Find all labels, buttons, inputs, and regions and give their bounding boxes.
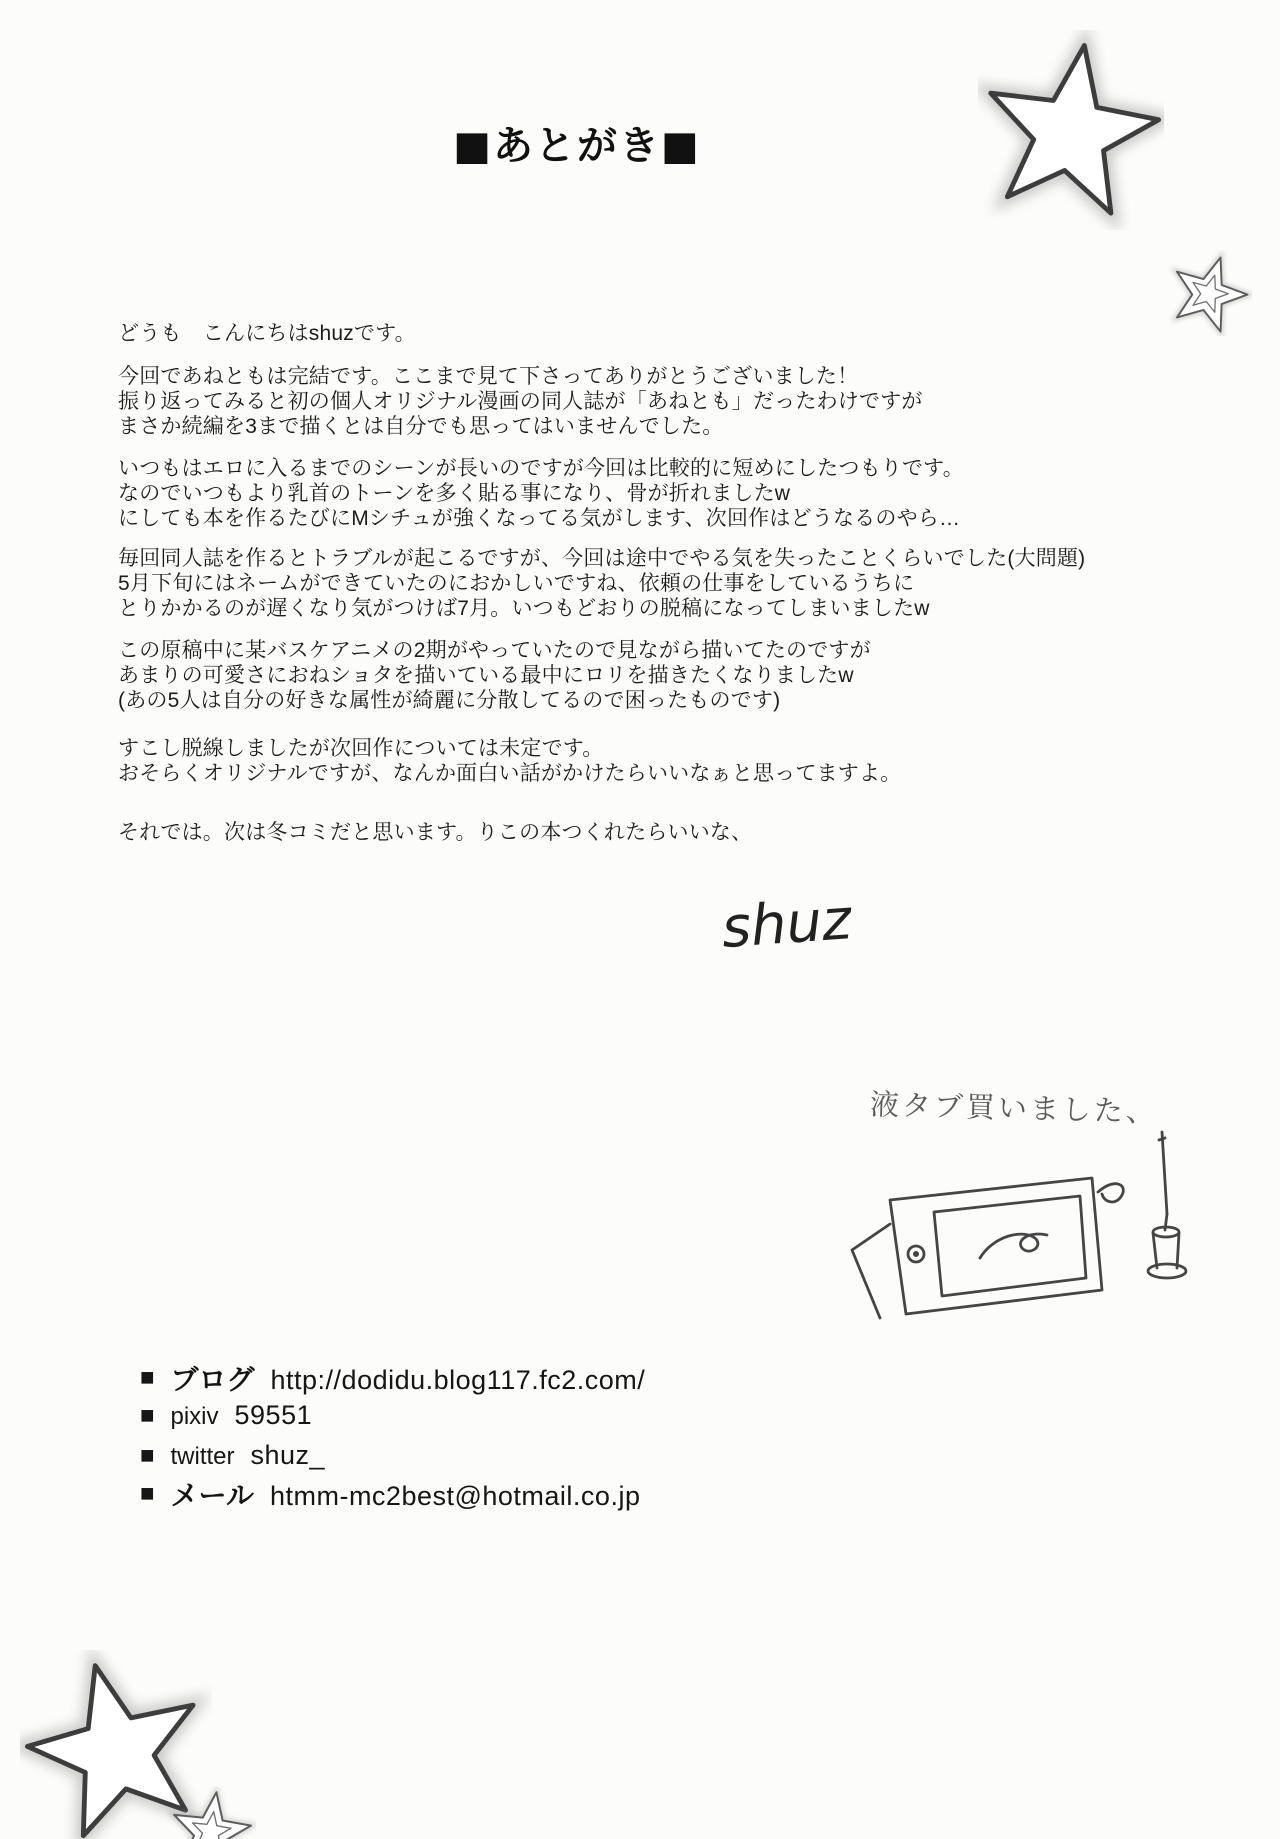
body-line: おそらくオリジナルですが、なんか面白い話がかけたらいいなぁと思ってますよ。 (118, 762, 902, 785)
pen-clip-line (1159, 1138, 1165, 1140)
page-title: ■あとがき■ (453, 122, 701, 169)
paragraph-scenes (118, 456, 964, 531)
body-line: (あの5人は自分の好きな属性が綺麗に分散してるので困ったものです) (118, 689, 781, 712)
body-line: 毎回同人誌を作るとトラブルが起こるですが、今回は途中でやる気を失ったことくらいでした(大問題) (118, 547, 1086, 570)
square-bullet-icon: ■ (140, 1364, 155, 1391)
contact-value-pixiv-id: 59551 (234, 1400, 313, 1430)
body-line: 5月下旬にはネームができていたのにおかしいですね、依頼の仕事をしているうちに (118, 572, 915, 595)
tablet-stand-line (852, 1224, 890, 1318)
pen-holder-base (1148, 1264, 1186, 1278)
star-small-top-right-icon (1166, 250, 1252, 336)
contact-label-twitter: twitter (170, 1443, 235, 1470)
contact-value-twitter-handle: shuz_ (250, 1440, 326, 1470)
author-signature (714, 872, 934, 982)
body-line: いつもはエロに入るまでのシーンが長いのですが今回は比較的に短めにしたつもりです。 (118, 457, 964, 480)
pen-body-line (1162, 1132, 1167, 1214)
body-line: まさか続編を3まで描くとは自分でも思ってはいませんでした。 (118, 415, 724, 438)
contact-row-pixiv (140, 1400, 312, 1431)
body-line: すこし脱線しましたが次回作については未定です。 (118, 737, 604, 760)
tablet-screen-outline (934, 1196, 1086, 1296)
paragraph-anime (118, 638, 871, 713)
body-line: 振り返ってみると初の個人オリジナル漫画の同人誌が「あねとも」だったわけですが (118, 390, 923, 413)
contact-row-twitter (140, 1440, 325, 1471)
contact-value-mail-address: htmm-mc2best@hotmail.co.jp (269, 1481, 641, 1511)
body-line: この原稿中に某バスケアニメの2期がやっていたので見ながら描いてたのですが (118, 639, 871, 662)
contact-value-blog-url: http://dodidu.blog117.fc2.com/ (270, 1365, 646, 1395)
pen-holder-left (1153, 1233, 1157, 1268)
paragraph-thanks (118, 364, 923, 439)
square-bullet-icon: ■ (140, 1441, 155, 1469)
pen-tablet-doodle (830, 1118, 1210, 1358)
square-bullet-icon: ■ (140, 1401, 155, 1429)
paragraph-greeting (118, 321, 416, 346)
paragraph-closing (118, 820, 752, 845)
body-line: とりかかるのが遅くなり気がつけば7月。いつもどおりの脱稿になってしまいましたw (118, 597, 930, 620)
body-line: なのでいつもより乳首のトーンを多く貼る事になり、骨が折れましたw (118, 482, 791, 505)
body-line: 今回であねともは完結です。ここまで見て下さってありがとうございました！ (118, 365, 859, 388)
tablet-button-dot (914, 1252, 917, 1255)
star-small-bottom-icon (166, 1786, 256, 1839)
body-line: どうも こんにちはshuzです。 (118, 322, 416, 345)
signature-text: shuz (719, 887, 854, 962)
paragraph-next-work (118, 736, 901, 786)
paragraph-trouble (118, 546, 1085, 621)
handwritten-note: 液タブ買いました、 (869, 1089, 1159, 1129)
pen-holder-right (1177, 1233, 1179, 1268)
body-line: にしても本を作るたびにMシチュが強くなってる気がします、次回作はどうなるのやら… (118, 507, 961, 530)
tablet-cable-loop (1098, 1184, 1123, 1202)
contact-label-blog: ブログ (170, 1363, 255, 1396)
signature-handwriting (714, 872, 934, 982)
square-bullet-icon: ■ (140, 1480, 155, 1507)
contact-label-mail: メール (170, 1479, 254, 1512)
contact-row-mail (140, 1474, 640, 1514)
body-line: それでは。次は冬コミだと思います。りこの本つくれたらいいな、 (118, 821, 753, 844)
contact-row-blog (140, 1358, 645, 1398)
star-large-top-right-icon (978, 30, 1164, 230)
contact-label-pixiv: pixiv (170, 1403, 219, 1430)
screen-squiggle (980, 1234, 1047, 1258)
body-line: あまりの可愛さにおねショタを描いている最中にロリを描きたくなりましたw (118, 664, 854, 687)
